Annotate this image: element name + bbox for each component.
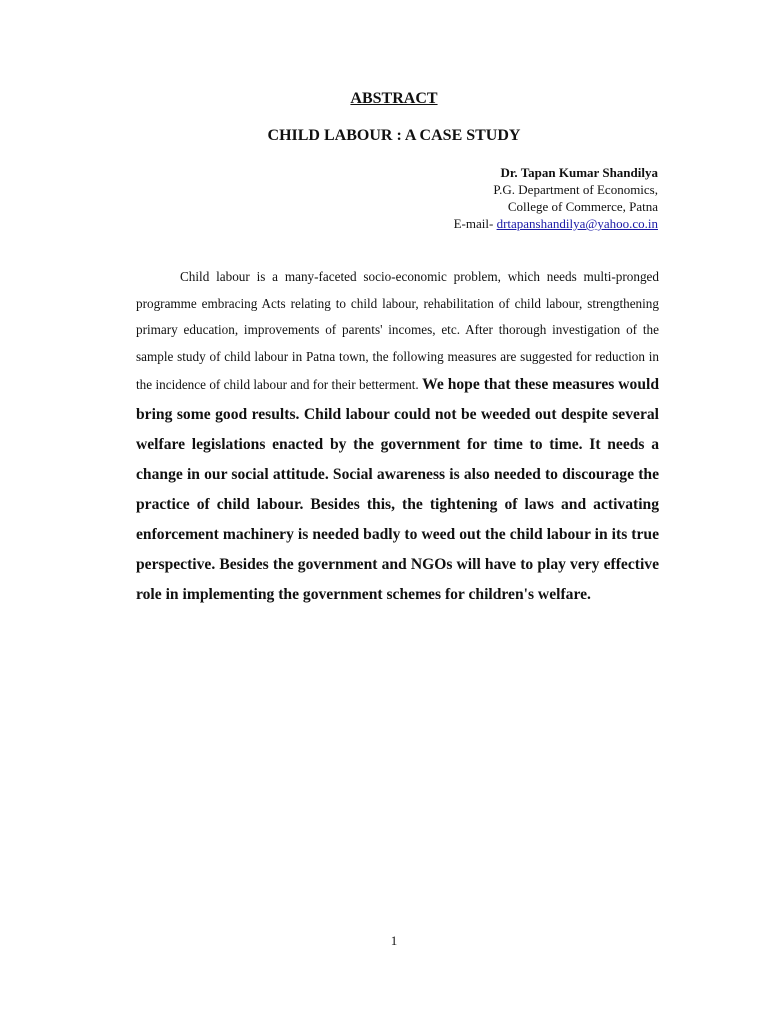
abstract-paragraph	[136, 264, 659, 610]
author-department: P.G. Department of Economics,	[493, 182, 658, 197]
email-link[interactable]: drtapanshandilya@yahoo.co.in	[496, 216, 658, 231]
author-college: College of Commerce, Patna	[507, 199, 658, 214]
author-email-line	[454, 215, 658, 232]
author-name: Dr. Tapan Kumar Shandilya	[500, 165, 658, 180]
abstract-heading: ABSTRACT	[350, 90, 438, 107]
page-number: 1	[390, 933, 398, 948]
email-label: E-mail-	[453, 216, 497, 231]
paragraph-bold-text: We hope that these measures would bring some good results. Child labour could not be weeded out despite several welfare legislations enacted by the government for time to time. It needs a change in our social attitude. Social awareness is also needed to discourage the practice of child labour. Besides this, the tightening of laws and activating enforcement machinery is needed badly to weed out the child labour in its true perspective. Besides the government and NGOs will have to play very effective role in implementing the government schemes for children's welfare.	[136, 376, 660, 604]
author-block	[454, 164, 658, 232]
paper-title: CHILD LABOUR : A CASE STUDY	[267, 127, 521, 144]
paragraph-regular-text: Child labour is a many-faceted socio-economic problem, which needs multi-pronged programme embracing Acts relating to child labour, rehabilitation of child labour, strengthening primary education, improvements of parents' incomes, etc. After thorough investigation of the sample study of child labour in Patna town, the following measures are suggested for reduction in the incidence of child labour and for their betterment.	[136, 269, 659, 393]
